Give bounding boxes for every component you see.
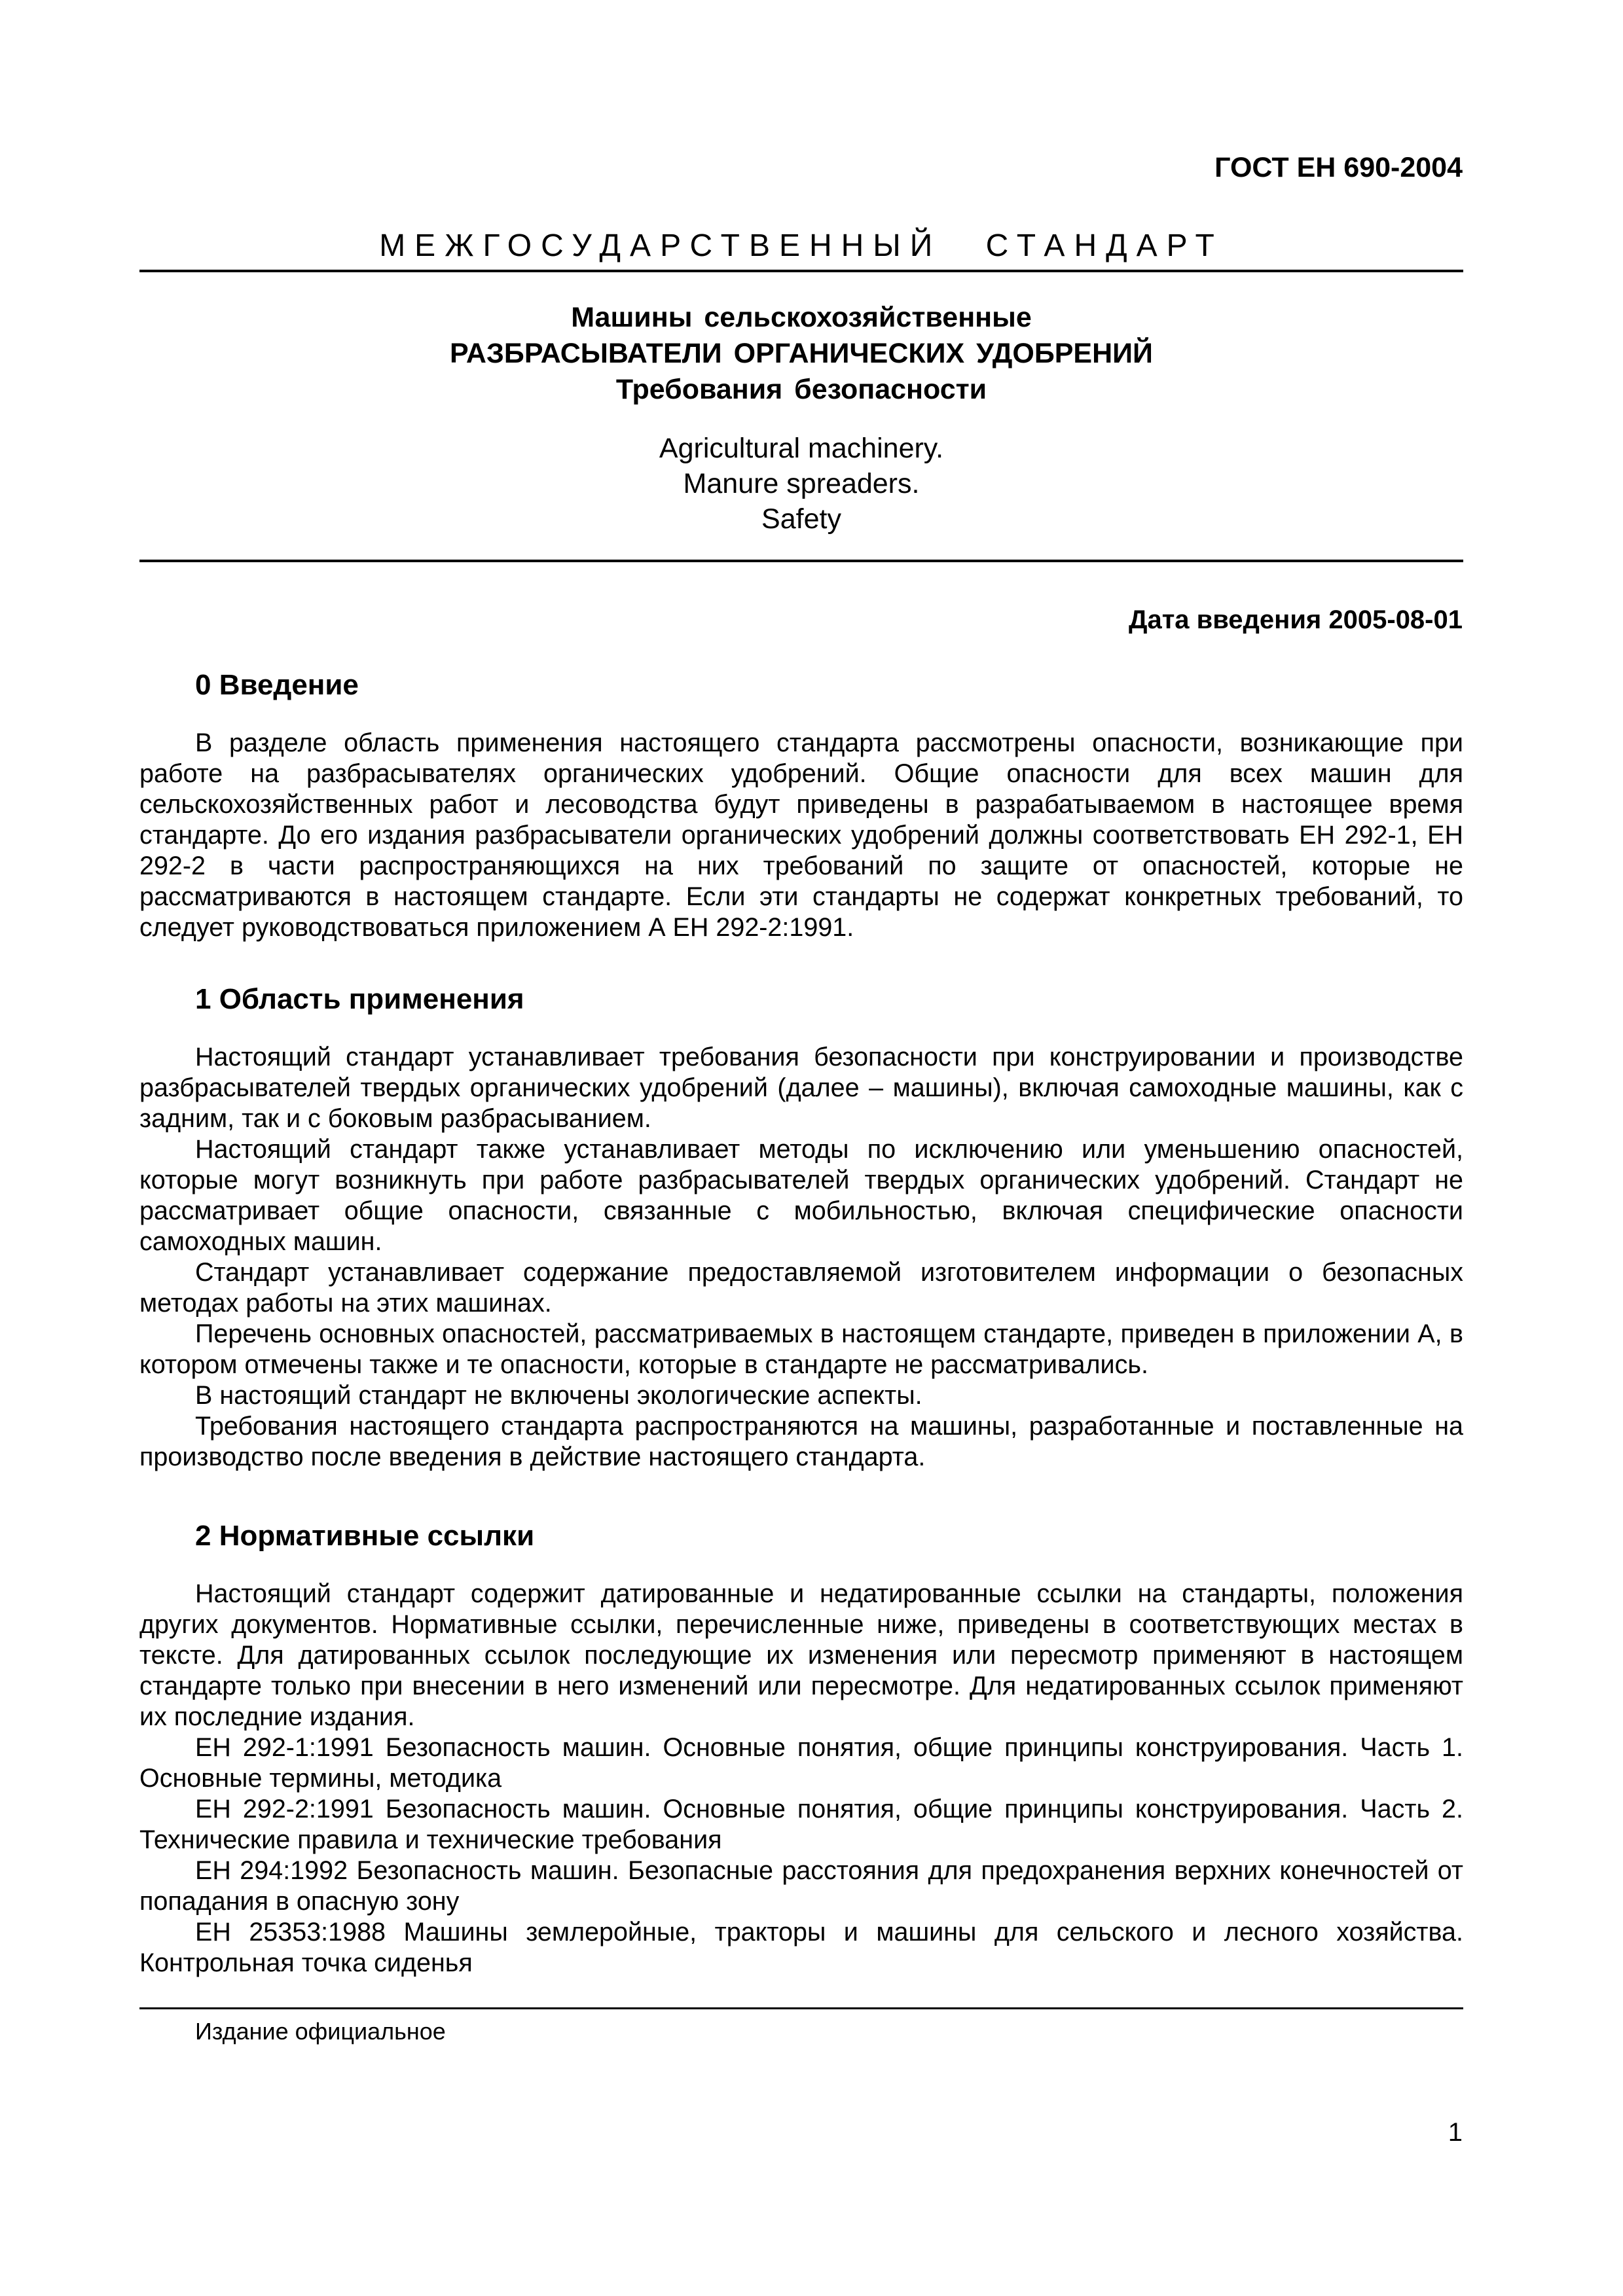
introduction-date: Дата введения 2005-08-01 (1128, 605, 1463, 634)
english-title-line-1: Agricultural machinery. (659, 433, 944, 464)
english-title (139, 431, 1463, 537)
reference-item: ЕН 294:1992 Безопасность машин. Безопасные расстояния для предохранения верхних конечностей от попадания в опасную зону (139, 1856, 1463, 1916)
section-0-heading: 0 Введение (195, 669, 359, 701)
section-2-body (139, 1579, 1463, 1979)
section-1-paragraph: Настоящий стандарт устанавливает требования безопасности при конструировании и производстве разбрасывателей твердых органических удобрений (далее – машины), включая самоходные машины, как с задним, так и с боковым разбрасыванием. (139, 1043, 1463, 1133)
section-1-paragraph: Стандарт устанавливает содержание предоставляемой изготовителем информации о безопасных методах работы на этих машинах. (139, 1258, 1463, 1318)
section-2-heading: 2 Нормативные ссылки (195, 1520, 535, 1552)
page-number: 1 (1448, 2118, 1463, 2147)
reference-item: ЕН 25353:1988 Машины землеройные, тракторы и машины для сельского и лесного хозяйства. Контрольная точка сиденья (139, 1918, 1463, 1977)
standard-banner: МЕЖГОСУДАРСТВЕННЫЙ СТАНДАРТ (379, 228, 1224, 263)
footnote-rule (139, 2007, 1463, 2009)
section-0-body (139, 728, 1463, 943)
official-edition-note: Издание официальное (195, 2018, 446, 2045)
section-1-body (139, 1042, 1463, 1473)
section-1-paragraph: В настоящий стандарт не включены экологические аспекты. (195, 1381, 922, 1410)
document-number: ГОСТ ЕН 690-2004 (1214, 152, 1463, 183)
english-title-line-2: Manure spreaders. (683, 468, 920, 499)
title-line-1: Машины сельскохозяйственные (571, 302, 1032, 333)
reference-item: ЕН 292-1:1991 Безопасность машин. Основные понятия, общие принципы конструирования. Часть 1. Основные термины, методика (139, 1733, 1463, 1793)
section-1-paragraph: Требования настоящего стандарта распространяются на машины, разработанные и поставленные на производство после введения в действие настоящего стандарта. (139, 1412, 1463, 1471)
reference-item: ЕН 292-2:1991 Безопасность машин. Основные понятия, общие принципы конструирования. Часть 2. Технические правила и технические требования (139, 1795, 1463, 1854)
section-1-paragraph: Настоящий стандарт также устанавливает методы по исключению или уменьшению опасностей, которые могут возникнуть при работе разбрасывателей твердых органических удобрений. Стандарт не рассматривает общие опасности, связанные с мобильностью, включая специфические опасности самоходных машин. (139, 1135, 1463, 1256)
section-2-paragraph: Настоящий стандарт содержит датированные и недатированные ссылки на стандарты, положения других документов. Нормативные ссылки, перечисленные ниже, приведены в соответствующих местах в тексте. Для датированных ссылок последующие их изменения или пересмотр применяют в настоящем стандарте только при внесении в него изменений или пересмотре. Для недатированных ссылок применяют их последние издания. (139, 1579, 1463, 1731)
section-1-paragraph: Перечень основных опасностей, рассматриваемых в настоящем стандарте, приведен в приложении А, в котором отмечены также и те опасности, которые в стандарте не рассматривались. (139, 1319, 1463, 1379)
english-title-line-3: Safety (761, 503, 841, 535)
header-rule (139, 270, 1463, 272)
section-1-heading: 1 Область применения (195, 983, 524, 1015)
section-0-paragraph: В разделе область применения настоящего стандарта рассмотрены опасности, возникающие при работе на разбрасывателях органических удобрений. Общие опасности для всех машин для сельскохозяйственных работ и лесоводства будут приведены в разрабатываемом в настоящее время стандарте. До его издания разбрасыватели органических удобрений должны соответствовать ЕН 292-1, ЕН 292-2 в части распространяющихся на них требований по защите от опасностей, которые не рассматриваются в настоящем стандарте. Если эти стандарты не содержат конкретных требований, то следует руководствоваться приложением А ЕН 292-2:1991. (139, 728, 1463, 942)
title-rule (139, 560, 1463, 562)
title-line-3: Требования безопасности (615, 374, 987, 405)
russian-title (139, 300, 1463, 408)
title-line-2: РАЗБРАСЫВАТЕЛИ ОРГАНИЧЕСКИХ УДОБРЕНИЙ (450, 338, 1153, 369)
